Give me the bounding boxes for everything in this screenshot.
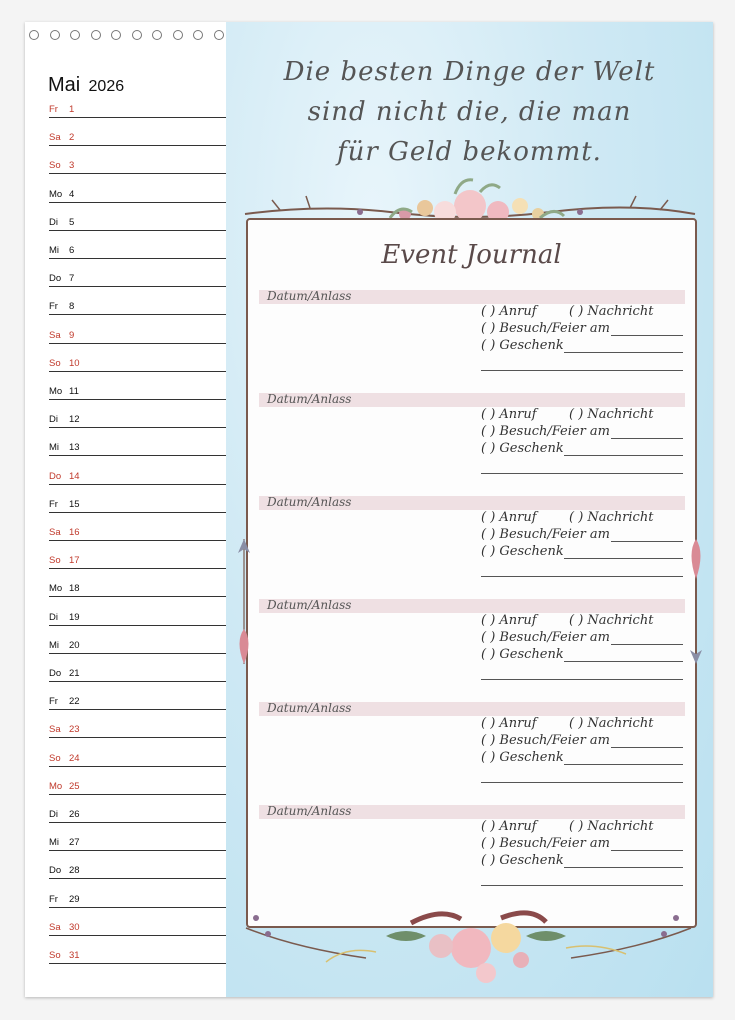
- day-row: [49, 97, 226, 118]
- gift-option[interactable]: ( ) Geschenk: [481, 544, 564, 559]
- arrow-feather-icon: [234, 534, 254, 669]
- weekday-label: So: [49, 555, 61, 567]
- notes-line[interactable]: [481, 782, 683, 783]
- quote: [226, 52, 713, 172]
- weekday-label: Di: [49, 414, 58, 426]
- weekday-label: Fr: [49, 104, 58, 115]
- month-year: 2026: [88, 78, 125, 95]
- gift-option[interactable]: ( ) Geschenk: [481, 853, 564, 868]
- entry-header-bar: [259, 290, 685, 304]
- day-row: [49, 858, 226, 879]
- message-option[interactable]: ( ) Nachricht: [569, 510, 654, 525]
- weekday-label: Mo: [49, 780, 63, 792]
- day-row: [49, 351, 226, 372]
- visit-date-line[interactable]: [611, 747, 683, 748]
- entry-header-bar: [259, 599, 685, 613]
- weekday-label: So: [49, 752, 61, 764]
- day-row: [49, 407, 226, 428]
- day-number: 14: [69, 470, 80, 482]
- weekday-label: Sa: [49, 132, 61, 144]
- journal-entry: [259, 805, 685, 895]
- journal-entry: [259, 290, 685, 380]
- call-option[interactable]: ( ) Anruf: [481, 613, 537, 628]
- message-option[interactable]: ( ) Nachricht: [569, 304, 654, 319]
- day-number: 21: [69, 668, 80, 679]
- journal-entry: [259, 599, 685, 689]
- day-number: 3: [69, 160, 75, 172]
- entry-header-bar: [259, 805, 685, 819]
- weekday-label: Do: [49, 668, 62, 679]
- weekday-label: Sa: [49, 527, 61, 538]
- entry-label: Datum/Anlass: [267, 495, 352, 509]
- weekday-label: Di: [49, 809, 58, 820]
- weekday-label: Mi: [49, 837, 60, 849]
- day-row: [49, 238, 226, 259]
- message-option[interactable]: ( ) Nachricht: [569, 407, 654, 422]
- day-number: 31: [69, 950, 80, 961]
- weekday-label: Do: [49, 470, 62, 482]
- entry-label: Datum/Anlass: [267, 804, 352, 818]
- month-heading: [48, 74, 124, 97]
- call-option[interactable]: ( ) Anruf: [481, 510, 537, 525]
- gift-option[interactable]: ( ) Geschenk: [481, 750, 564, 765]
- day-number: 29: [69, 893, 80, 905]
- message-option[interactable]: ( ) Nachricht: [569, 819, 654, 834]
- day-row: [49, 520, 226, 541]
- weekday-label: Fr: [49, 696, 58, 708]
- weekday-label: Mi: [49, 639, 60, 651]
- event-journal-card: [246, 218, 697, 928]
- journal-title: Event Journal: [381, 240, 562, 270]
- day-number: 17: [69, 555, 80, 567]
- call-option[interactable]: ( ) Anruf: [481, 716, 537, 731]
- weekday-label: Mi: [49, 245, 60, 256]
- day-row: [49, 802, 226, 823]
- entry-label: Datum/Anlass: [267, 701, 352, 715]
- weekday-label: Fr: [49, 498, 58, 510]
- day-number: 25: [69, 780, 80, 792]
- gift-line[interactable]: [564, 661, 683, 662]
- day-row: [49, 210, 226, 231]
- quote-line: für Geld bekommt.: [337, 137, 602, 167]
- call-option[interactable]: ( ) Anruf: [481, 819, 537, 834]
- weekday-label: Do: [49, 273, 62, 285]
- notes-line[interactable]: [481, 370, 683, 371]
- quote-line: sind nicht die, die man: [307, 97, 632, 127]
- visit-option[interactable]: ( ) Besuch/Feier am: [481, 733, 611, 748]
- day-number: 27: [69, 837, 80, 849]
- day-number: 6: [69, 245, 75, 256]
- day-number: 2: [69, 132, 75, 144]
- visit-date-line[interactable]: [611, 644, 683, 645]
- day-number: 18: [69, 583, 80, 595]
- day-number: 16: [69, 527, 80, 538]
- day-number: 10: [69, 357, 80, 369]
- calendar-column: [25, 22, 225, 997]
- day-row: [49, 774, 226, 795]
- weekday-label: Mi: [49, 442, 60, 454]
- notes-line[interactable]: [481, 679, 683, 680]
- entry-header-bar: [259, 393, 685, 407]
- day-number: 20: [69, 639, 80, 651]
- day-number: 13: [69, 442, 80, 454]
- weekday-label: So: [49, 160, 61, 172]
- entry-label: Datum/Anlass: [267, 289, 352, 303]
- gift-line[interactable]: [564, 558, 683, 559]
- message-option[interactable]: ( ) Nachricht: [569, 716, 654, 731]
- day-row: [49, 294, 226, 315]
- day-row: [49, 633, 226, 654]
- journal-panel: [226, 22, 713, 997]
- weekday-label: Mo: [49, 386, 63, 397]
- day-row: [49, 717, 226, 738]
- day-row: [49, 182, 226, 203]
- day-row: [49, 153, 226, 174]
- weekday-label: So: [49, 950, 61, 961]
- journal-entry: [259, 496, 685, 586]
- day-number: 26: [69, 809, 80, 820]
- message-option[interactable]: ( ) Nachricht: [569, 613, 654, 628]
- notes-line[interactable]: [481, 576, 683, 577]
- weekday-label: Di: [49, 611, 58, 623]
- day-row: [49, 943, 226, 964]
- gift-line[interactable]: [564, 352, 683, 353]
- day-number: 12: [69, 414, 80, 426]
- entry-header-bar: [259, 496, 685, 510]
- visit-option[interactable]: ( ) Besuch/Feier am: [481, 836, 611, 851]
- day-number: 15: [69, 498, 80, 510]
- day-number: 30: [69, 921, 80, 933]
- gift-option[interactable]: ( ) Geschenk: [481, 338, 564, 353]
- flower-bouquet-icon: [236, 888, 701, 993]
- day-number: 5: [69, 216, 75, 228]
- weekday-label: Di: [49, 216, 58, 228]
- day-row: [49, 464, 226, 485]
- weekday-label: So: [49, 357, 61, 369]
- weekday-label: Do: [49, 865, 62, 877]
- visit-option[interactable]: ( ) Besuch/Feier am: [481, 424, 611, 439]
- weekday-label: Sa: [49, 921, 61, 933]
- gift-line[interactable]: [564, 764, 683, 765]
- day-number: 19: [69, 611, 80, 623]
- day-number: 28: [69, 865, 80, 877]
- visit-option[interactable]: ( ) Besuch/Feier am: [481, 527, 611, 542]
- call-option[interactable]: ( ) Anruf: [481, 304, 537, 319]
- entry-header-bar: [259, 702, 685, 716]
- visit-option[interactable]: ( ) Besuch/Feier am: [481, 630, 611, 645]
- visit-date-line[interactable]: [611, 541, 683, 542]
- day-number: 24: [69, 752, 80, 764]
- day-row: [49, 661, 226, 682]
- visit-date-line[interactable]: [611, 335, 683, 336]
- visit-date-line[interactable]: [611, 850, 683, 851]
- day-number: 4: [69, 188, 75, 200]
- quote-line: Die besten Dinge der Welt: [283, 57, 656, 87]
- weekday-label: Fr: [49, 301, 58, 313]
- day-row: [49, 379, 226, 400]
- day-number: 9: [69, 329, 75, 341]
- day-row: [49, 746, 226, 767]
- day-number: 22: [69, 696, 80, 708]
- day-row: [49, 492, 226, 513]
- day-row: [49, 266, 226, 287]
- day-row: [49, 435, 226, 456]
- gift-line[interactable]: [564, 867, 683, 868]
- day-row: [49, 605, 226, 626]
- visit-option[interactable]: ( ) Besuch/Feier am: [481, 321, 611, 336]
- day-number: 11: [69, 386, 79, 397]
- day-row: [49, 548, 226, 569]
- journal-entry: [259, 702, 685, 792]
- gift-option[interactable]: ( ) Geschenk: [481, 647, 564, 662]
- gift-line[interactable]: [564, 455, 683, 456]
- day-row: [49, 323, 226, 344]
- day-row: [49, 830, 226, 851]
- gift-option[interactable]: ( ) Geschenk: [481, 441, 564, 456]
- arrow-feather-icon: [686, 534, 706, 669]
- month-name: Mai: [48, 74, 81, 96]
- weekday-label: Mo: [49, 583, 63, 595]
- day-row: [49, 125, 226, 146]
- entry-label: Datum/Anlass: [267, 598, 352, 612]
- day-number: 7: [69, 273, 75, 285]
- day-number: 8: [69, 301, 75, 313]
- day-row: [49, 887, 226, 908]
- day-number: 1: [69, 104, 75, 115]
- weekday-label: Mo: [49, 188, 63, 200]
- weekday-label: Sa: [49, 329, 61, 341]
- weekday-label: Fr: [49, 893, 58, 905]
- notes-line[interactable]: [481, 473, 683, 474]
- day-row: [49, 915, 226, 936]
- journal-entry: [259, 393, 685, 483]
- notes-line[interactable]: [481, 885, 683, 886]
- weekday-label: Sa: [49, 724, 61, 736]
- day-number: 23: [69, 724, 80, 736]
- day-row: [49, 576, 226, 597]
- entry-label: Datum/Anlass: [267, 392, 352, 406]
- call-option[interactable]: ( ) Anruf: [481, 407, 537, 422]
- day-row: [49, 689, 226, 710]
- visit-date-line[interactable]: [611, 438, 683, 439]
